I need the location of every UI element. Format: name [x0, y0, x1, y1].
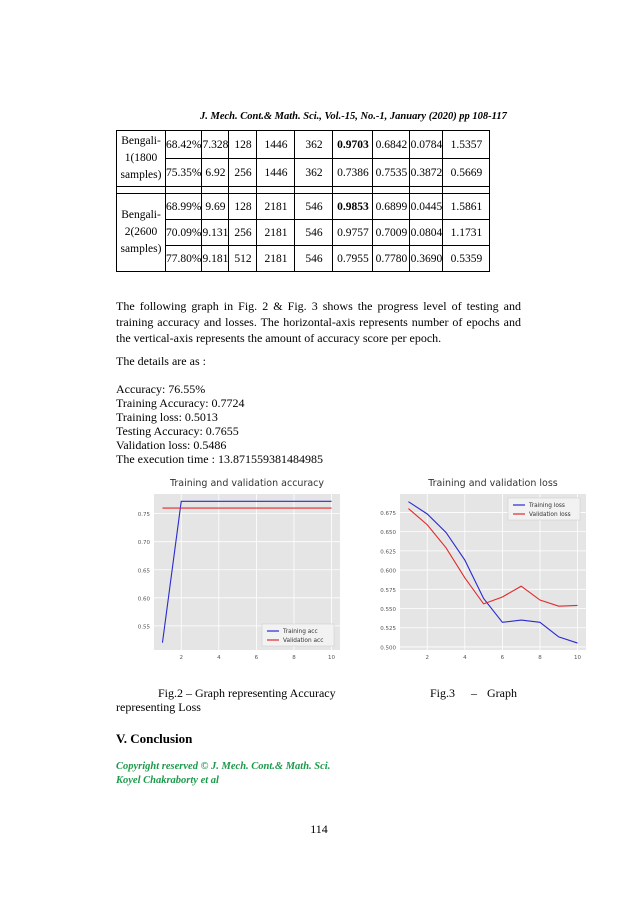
- table-row: [117, 131, 490, 159]
- table-cell: 0.9757: [333, 220, 373, 246]
- table-cell: 0.0804: [410, 220, 443, 246]
- x-tick-label: 10: [574, 655, 582, 661]
- dataset-label-line: Bengali-: [121, 135, 161, 147]
- table-cell: 77.80%: [166, 246, 202, 272]
- table-group-spacer: [117, 187, 490, 194]
- x-tick-label: 4: [217, 655, 221, 661]
- legend-label: Training acc: [283, 629, 318, 635]
- detail-execution-time: The execution time : 13.871559381484985: [116, 452, 323, 466]
- dataset-label-cell: [117, 194, 166, 272]
- x-tick-label: 4: [463, 655, 467, 661]
- table-cell: 1446: [257, 131, 295, 159]
- table-cell: 1.5861: [443, 194, 490, 220]
- section-heading: V. Conclusion: [116, 731, 193, 746]
- table-cell: 0.0445: [410, 194, 443, 220]
- table-cell: 0.7386: [333, 159, 373, 187]
- y-tick-label: 0.65: [137, 568, 150, 575]
- dataset-label-line: 2(2600: [124, 226, 158, 238]
- chart-title: Training and validation accuracy: [169, 478, 325, 489]
- table-cell: 0.3872: [410, 159, 443, 187]
- detail-testing-accuracy: Testing Accuracy: 0.7655: [116, 424, 239, 438]
- table-cell: 0.6842: [373, 131, 410, 159]
- table-cell: 1.1731: [443, 220, 490, 246]
- dataset-label-line: samples): [120, 243, 162, 255]
- details-intro: The details are as :: [116, 354, 206, 368]
- table-cell: 75.35%: [166, 159, 202, 187]
- table-cell: 0.9853: [333, 194, 373, 220]
- chart-title: Training and validation loss: [428, 478, 558, 489]
- y-tick-label: 0.60: [137, 596, 150, 603]
- legend-label: Validation loss: [529, 512, 571, 518]
- y-tick-label: 0.500: [380, 645, 396, 652]
- table-cell: 128: [229, 131, 257, 159]
- table-cell: 362: [295, 131, 333, 159]
- table-cell: 68.42%: [166, 131, 202, 159]
- table-cell: 6.92: [202, 159, 229, 187]
- x-tick-label: 6: [500, 655, 505, 661]
- figure-2-caption: Fig.2 – Graph representing Accuracy: [158, 686, 336, 700]
- table-row: [117, 194, 490, 220]
- table-cell: 7.328: [202, 131, 229, 159]
- table-cell: 512: [229, 246, 257, 272]
- y-tick-label: 0.575: [380, 587, 396, 594]
- legend-label: Validation acc: [283, 638, 324, 644]
- table-cell: 1446: [257, 159, 295, 187]
- results-table: [116, 130, 490, 272]
- x-tick-label: 2: [179, 655, 183, 661]
- dataset-label-cell: [117, 131, 166, 187]
- dataset-label-line: Bengali-: [121, 209, 161, 221]
- table-cell: 0.3690: [410, 246, 443, 272]
- figure-description-paragraph: The following graph in Fig. 2 & Fig. 3 shows the progress level of testing and training accuracy and losses. The horizontal-axis represents number of epochs and the vertical-axis represents the amount of accuracy score per epoch.: [116, 299, 521, 345]
- detail-training-loss: Training loss: 0.5013: [116, 410, 218, 424]
- x-tick-label: 6: [254, 655, 259, 661]
- table-cell: 256: [229, 159, 257, 187]
- table-cell: 0.5669: [443, 159, 490, 187]
- table-cell: 546: [295, 220, 333, 246]
- table-cell: 0.6899: [373, 194, 410, 220]
- table-cell: 0.7780: [373, 246, 410, 272]
- table-cell: 546: [295, 246, 333, 272]
- x-tick-label: 8: [538, 655, 542, 661]
- table-cell: 68.99%: [166, 194, 202, 220]
- table-cell: 362: [295, 159, 333, 187]
- table-row: [117, 220, 490, 246]
- y-tick-label: 0.650: [380, 530, 396, 537]
- y-tick-label: 0.55: [137, 624, 150, 631]
- dataset-label-line: samples): [120, 169, 162, 181]
- table-cell: 546: [295, 194, 333, 220]
- figure-3-loss-chart: [364, 472, 596, 672]
- copyright-line: Copyright reserved © J. Mech. Cont.& Math. Sci.: [116, 761, 331, 772]
- x-tick-label: 2: [425, 655, 429, 661]
- figure-3-caption-dash: –: [471, 686, 477, 700]
- table-row: [117, 246, 490, 272]
- y-tick-label: 0.600: [380, 568, 396, 575]
- table-cell: 0.7535: [373, 159, 410, 187]
- y-tick-label: 0.525: [380, 626, 396, 633]
- dataset-label-line: 1(1800: [124, 152, 158, 164]
- page-number: 114: [310, 822, 328, 836]
- figure-caption-continuation: representing Loss: [116, 700, 201, 714]
- table-cell: 2181: [257, 194, 295, 220]
- figure-2-accuracy-chart: [118, 472, 350, 672]
- table-cell: 9.131: [202, 220, 229, 246]
- table-cell: 128: [229, 194, 257, 220]
- table-cell: 0.7955: [333, 246, 373, 272]
- table-cell: 0.0784: [410, 131, 443, 159]
- detail-validation-loss: Validation loss: 0.5486: [116, 438, 227, 452]
- y-tick-label: 0.75: [137, 512, 150, 519]
- table-cell: 0.7009: [373, 220, 410, 246]
- y-tick-label: 0.70: [137, 540, 150, 547]
- table-cell: 70.09%: [166, 220, 202, 246]
- table-cell: 0.5359: [443, 246, 490, 272]
- y-tick-label: 0.550: [380, 607, 396, 614]
- table-cell: 2181: [257, 220, 295, 246]
- detail-accuracy: Accuracy: 76.55%: [116, 382, 206, 396]
- figure-3-caption-label: Fig.3: [430, 686, 456, 700]
- table-cell: 0.9703: [333, 131, 373, 159]
- table-cell: 9.69: [202, 194, 229, 220]
- x-tick-label: 8: [292, 655, 296, 661]
- authors-line: Koyel Chakraborty et al: [116, 775, 219, 786]
- running-header: J. Mech. Cont.& Math. Sci., Vol.-15, No.-1, January (2020) pp 108-117: [200, 111, 507, 122]
- detail-training-accuracy: Training Accuracy: 0.7724: [116, 396, 245, 410]
- table-row: [117, 159, 490, 187]
- x-tick-label: 10: [328, 655, 336, 661]
- table-cell: 256: [229, 220, 257, 246]
- legend-label: Training loss: [529, 503, 565, 509]
- table-cell: 1.5357: [443, 131, 490, 159]
- y-tick-label: 0.625: [380, 549, 396, 556]
- table-cell: 2181: [257, 246, 295, 272]
- y-tick-label: 0.675: [380, 510, 396, 517]
- table-cell: 9.181: [202, 246, 229, 272]
- figure-3-caption-word: Graph: [487, 686, 517, 700]
